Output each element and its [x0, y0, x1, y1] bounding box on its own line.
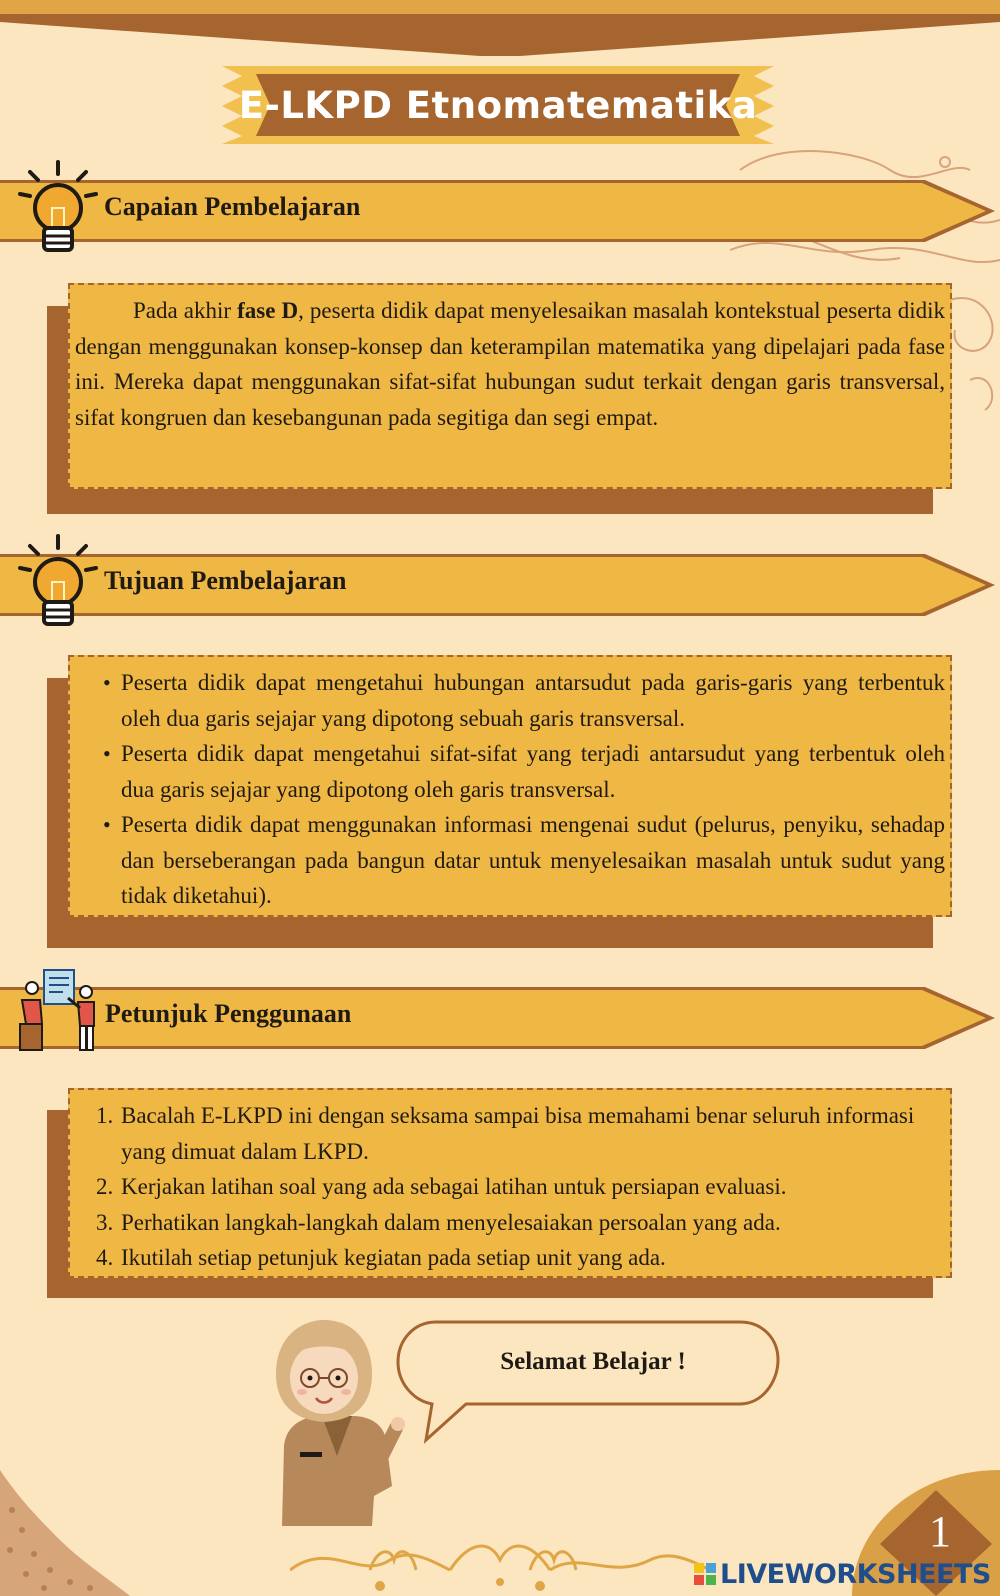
top-band	[0, 0, 1000, 60]
liveworksheets-logo[interactable]	[694, 1556, 1000, 1592]
capaian-text-bold: fase D	[237, 298, 299, 323]
tujuan-list	[75, 665, 945, 914]
section-title-petunjuk: Petunjuk Penggunaan	[105, 999, 352, 1028]
list-item-number: 2.	[96, 1174, 114, 1199]
list-item-number: 4.	[96, 1245, 114, 1270]
list-item: • Peserta didik dapat mengetahui sifat-sifat yang terjadi antarsudut yang terbentuk oleh dua garis sejajar yang dipotong oleh garis transversal.	[121, 736, 945, 807]
list-item-text: Ikutilah setiap petunjuk kegiatan pada setiap unit yang ada.	[121, 1245, 666, 1270]
list-item: • Peserta didik dapat menggunakan informasi mengenai sudut (pelurus, penyiku, sehadap dan berseberangan pada bangun datar untuk menyelesaikan masalah untuk sudut yang tidak diketahui).	[121, 807, 945, 914]
capaian-text-rest: , peserta didik dapat menyelesaikan masalah kontekstual peserta didik dengan menggunakan konsep-konsep dan keterampilan matematika yang dipelajari pada fase ini. Mereka dapat menggunakan sifat-sifat hubungan sudut terkait dengan garis transversal, sifat kongruen dan kesebangunan pada segitiga dan segi empat.	[75, 298, 945, 430]
list-item-number: 1.	[96, 1103, 114, 1128]
section-title-capaian: Capaian Pembelajaran	[104, 192, 361, 221]
teacher-illustration	[262, 1316, 412, 1528]
greeting-text: Selamat Belajar !	[500, 1348, 686, 1375]
lightbulb-icon	[18, 160, 100, 260]
list-item: • Peserta didik dapat mengetahui hubungan antarsudut pada garis-garis yang terbentuk oleh dua garis sejajar yang dipotong sebuah garis transversal.	[121, 665, 945, 736]
section-title-tujuan: Tujuan Pembelajaran	[104, 566, 347, 595]
list-item-number: 3.	[96, 1209, 114, 1235]
card-capaian	[68, 283, 952, 489]
list-item	[96, 1098, 945, 1169]
list-item	[96, 1240, 945, 1276]
lightbulb-icon	[18, 534, 100, 634]
liveworksheets-brand: LIVEWORKSHEETS	[720, 1558, 991, 1590]
card-tujuan	[68, 655, 952, 917]
list-item-text: Bacalah E-LKPD ini dengan seksama sampai bisa memahami benar seluruh informasi yang dimuat dalam LKPD.	[121, 1103, 915, 1164]
page-number: 1	[929, 1506, 951, 1556]
capaian-text	[75, 293, 945, 435]
liveworksheets-logo-icon	[694, 1563, 716, 1585]
list-item	[96, 1205, 945, 1241]
list-item-text: Kerjakan latihan soal yang ada sebagai latihan untuk persiapan evaluasi.	[121, 1174, 787, 1199]
list-item	[96, 1169, 945, 1205]
list-item-text: Perhatikan langkah-langkah dalam menyelesaiakan persoalan yang ada.	[121, 1209, 781, 1235]
petunjuk-list	[75, 1098, 945, 1276]
page-title: E-LKPD Etnomatematika	[238, 83, 758, 127]
floral-ornament	[290, 1520, 710, 1596]
card-petunjuk	[68, 1088, 952, 1278]
presentation-board-icon	[18, 968, 100, 1052]
capaian-text-start: Pada akhir	[133, 298, 238, 323]
decorative-corner	[0, 1470, 130, 1596]
